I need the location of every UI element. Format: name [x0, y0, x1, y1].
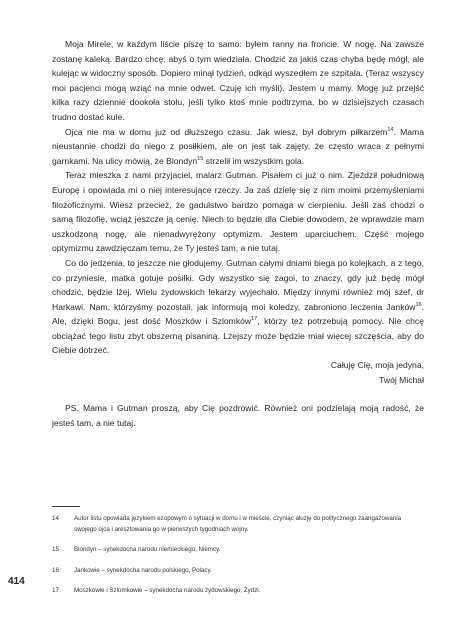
footnote-divider: [52, 506, 80, 507]
footnote-number: 17: [52, 587, 59, 594]
letter-paragraph: [52, 168, 424, 256]
footnote-ref[interactable]: 14: [387, 126, 394, 133]
footnote-number: 14: [52, 515, 59, 522]
signoff: [52, 358, 424, 387]
paragraph-text: Ojca nie ma w domu już od dłuższego czasu. Jak wiesz, był dobrym piłkarzem: [65, 126, 388, 137]
footnote-ref[interactable]: 17: [251, 316, 258, 323]
footnotes-section: [52, 514, 424, 607]
letter-paragraph: [52, 256, 424, 358]
footnote: [52, 566, 424, 577]
footnote-ref[interactable]: 16: [415, 301, 422, 308]
footnote-text: Moszkowie i Szlomkowie – synekdocha narodu żydowskiego, Żydzi.: [74, 587, 261, 594]
paragraph-text: . Mama nieustannie chodzi do niego z posiłkiem, ale on jest tak zajęty, że często wraca z pełnymi garnkami. Na ulicy mówią, że Blondyn: [52, 126, 424, 166]
footnote-number: 15: [52, 546, 59, 553]
footnote-number: 16: [52, 566, 59, 574]
letter-paragraph: [52, 125, 424, 169]
footnote: [52, 545, 424, 556]
paragraph-text: Co do jedzenia, to jeszcze nie głodujemy. Gutman całymi dniami biega po kolejkach, a z tego, co przyniesie, matka gotuje posiłki. Gdy wszystko się zagoi, to znaczy, gdy już będę mógł chodzić, będzie lżej. Wielu żydowskich lekarzy wyjechało. Między innymi również mój szef, dr Harkawi. Nam, którzyśmy pozostali, jak informują moi koledzy, zabroniono leczenia Janków: [52, 257, 424, 312]
footnote-text: Blondyn – synekdocha narodu niemieckiego, Niemcy.: [74, 546, 221, 553]
footnote: [52, 514, 424, 535]
footnote-text: Autor listu opowiada językiem ezopowym o sytuacji w domu i w mieście, czyniąc aluzję do politycznego zaangażowania swojego ojca i aresztowania go w pierwszych tygodniach wojny.: [74, 515, 402, 533]
letter-paragraphs: [52, 37, 424, 358]
signoff-line-signature: Twój Michał: [379, 374, 424, 385]
paragraph-text: strzelił im wszystkim gola.: [203, 155, 305, 166]
paragraph-text: Teraz mieszka z nami przyjaciel, malarz Gutman. Pisałem ci już o nim. Zjeździł południową Europę i opowiada mi o niej interesujące rzeczy. Ja zaś dzielę się z nim moimi przemyśleniami filozoficznymi. Wiesz przecież, że gadulstwo bardzo pomaga w cierpieniu. Jeśli zaś chodzi o samą filozofię, wciąż jeszcze ją cenię. Niech to będzie dla Ciebie dowodem, że wprawdzie mam uszkodzoną nogę, ale nienadwyrężony optymizm. Jestem uparciuchem. Część mojego optymizmu zawdzięczam temu, że Ty jesteś tam, a nie tutaj.: [52, 170, 424, 254]
footnote-text: Jankowie – synekdocha narodu polskiego, Polacy.: [74, 566, 212, 574]
paragraph-text: , którzy też potrzebują pomocy. Nie chcę obciążać tego listu zbyt obszerną pisaniną. Lżejszy może będzie miał więcej szczęścia, aby do Ciebie dotrzeć.: [52, 316, 424, 356]
paragraph-text: . Ale, dzięki Bogu, jest dość Moszków i Szlomków: [52, 301, 424, 327]
postscript: PS. Mama i Gutman proszą, aby Cię pozdrowić. Również oni podzielają moją radość, że jesteś tam, a nie tutaj.: [52, 403, 424, 428]
signoff-line-closing: Całuję Cię, moja jedyna,: [330, 360, 424, 371]
letter-body: [52, 37, 424, 430]
paragraph-text: Moja Mirele, w każdym liście piszę to samo: byłem ranny na froncie. W nogę. Na zawsze zostanę kaleką. Bardzo chcę, abyś o tym wiedziała. Chodzić za jakiś czas chyba będę mógł, ale kulejąc w widoczny sposób. Dopiero minął tydzień, odkąd wyszedłem ze szpitala. (Teraz wszyscy moi pacjenci mogą wziąć na mnie odwet. Czuję ich myśli). Jestem u mamy. Mogę już przejść kilka razy dziennie dookoła stołu, jeśli tylko ktoś mnie podtrzyma, bo w dzisiejszych czasach trudno dostać kule.: [52, 39, 424, 122]
letter-paragraph: [52, 37, 424, 125]
footnote: [52, 586, 424, 597]
footnote-ref[interactable]: 15: [197, 155, 204, 162]
page-number: 414: [8, 576, 25, 587]
